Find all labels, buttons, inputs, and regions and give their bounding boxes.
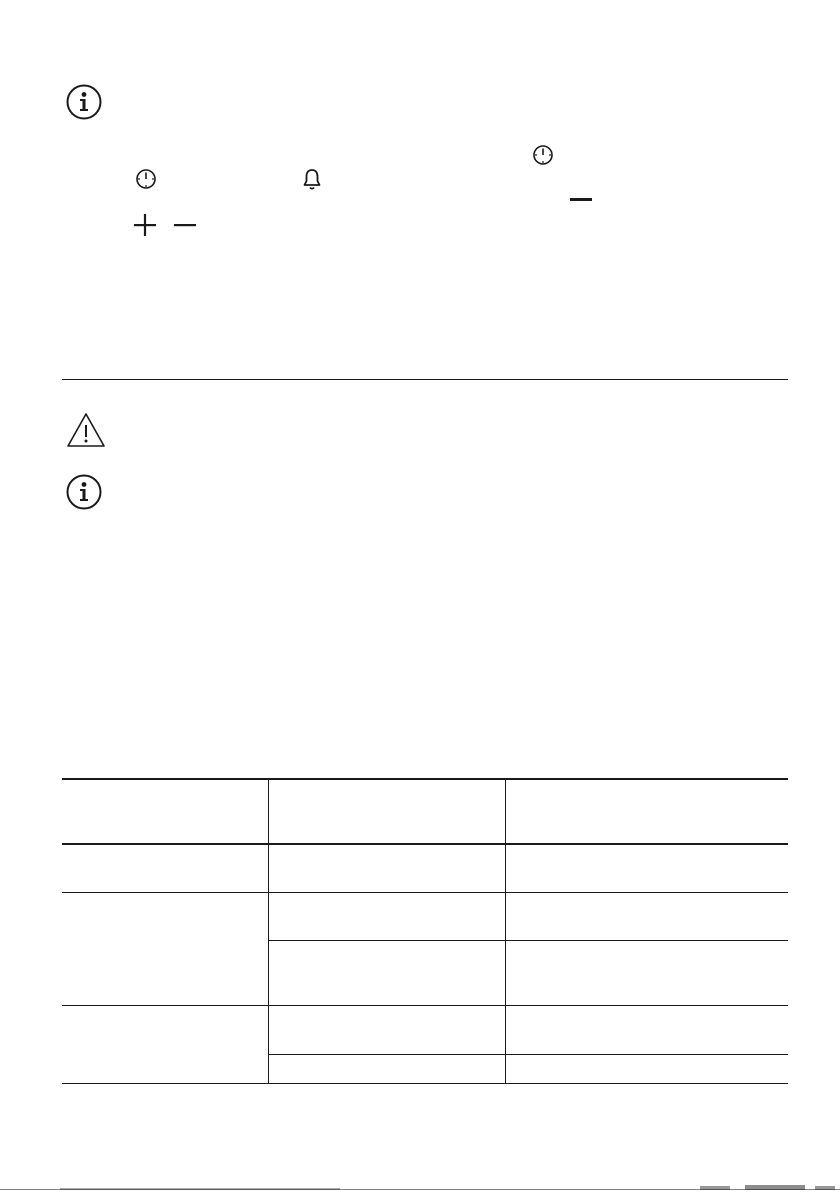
table-row-divider (62, 892, 788, 893)
info-circle-icon (66, 474, 102, 510)
minus-icon (174, 222, 196, 228)
table-column-divider (505, 780, 506, 1084)
table-column-divider (268, 780, 269, 1084)
table-bottom-border (62, 1083, 788, 1084)
table-top-border (62, 778, 788, 780)
table-row-divider (268, 940, 788, 941)
minus-icon (570, 196, 592, 204)
bell-icon (302, 168, 322, 192)
section-divider (62, 379, 788, 380)
info-circle-icon (66, 84, 102, 120)
page-bottom-edge (0, 1184, 840, 1192)
plus-icon (134, 214, 156, 236)
table-header-border (62, 843, 788, 845)
warning-triangle-icon (66, 412, 106, 448)
clock-timer-icon (135, 168, 157, 190)
table-row-divider (62, 1005, 788, 1006)
clock-timer-icon (532, 144, 554, 166)
table-row-divider (268, 1054, 788, 1055)
